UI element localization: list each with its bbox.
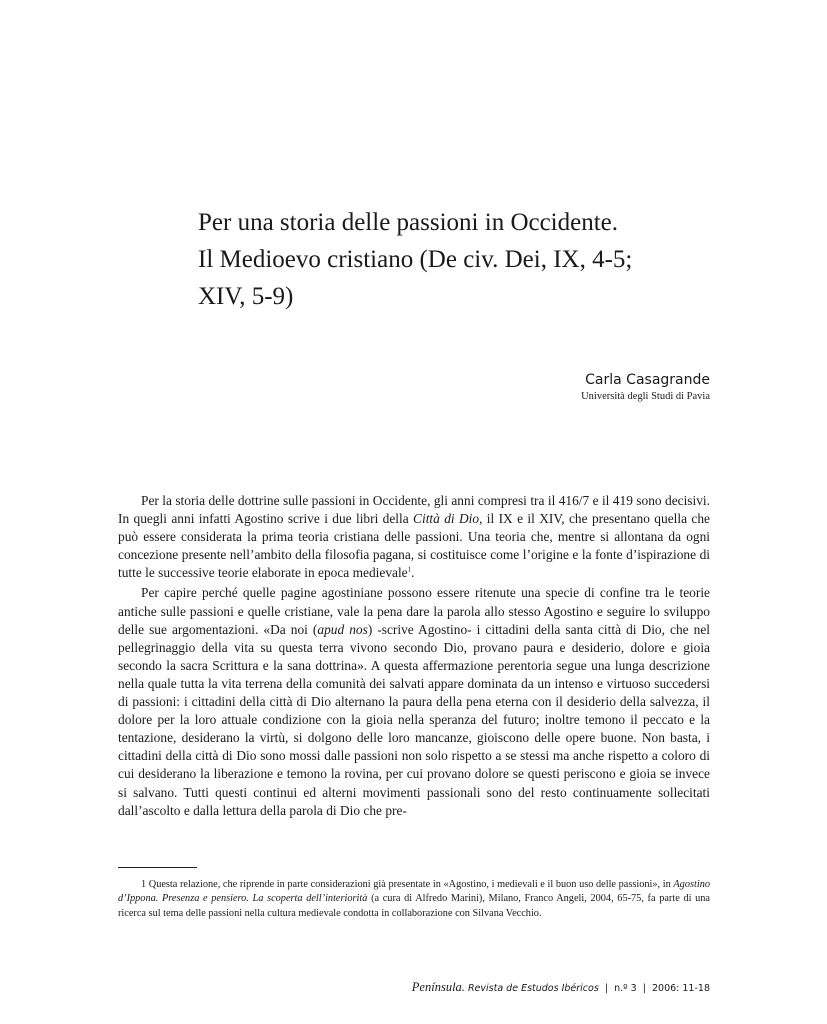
journal-issue: n.º 3	[614, 983, 637, 994]
title-line-2: Il Medioevo cristiano (De civ. Dei, IX, 4-5;	[198, 246, 633, 273]
paragraph-2-text-b: ) -scrive Agostino- i cittadini della santa città di Dio, che nel pellegrinaggio della vita su questa terra vivono secondo Dio, provano paura e desiderio, dolore e gioia secondo la sacra Scrittura e la sana dottrina». A questa affermazione perentoria segue una lunga descrizione nella quale tutta la vita terrena della comunità dei salvati appare dominata da un intenso e virtuoso succedersi di passioni: i cittadini della città di Dio alternano la paura della pena eterna con il desiderio della salvezza, il dolore per la loro attuale condizione con la gioia nella speranza del futuro; inoltre temono il peccato e la tentazione, desiderano la virtù, si dolgono delle loro mancanze, gioiscono delle opere buone. Non basta, i cittadini della città di Dio sono mossi dalle passioni non solo rispetto a se stessi ma anche rispetto a coloro di cui desiderano la liberazione e temono la rovina, per cui provano dolore se questi periscono e gioia se invece si salvano. Tutti questi continui ed alterni movimenti passionali sono del resto continuamente sollecitati dall’ascolto e dalla lettura della parola di Dio che pre-	[118, 621, 710, 818]
journal-pages: 2006: 11-18	[651, 983, 710, 994]
author-name: Carla Casagrande	[585, 372, 710, 388]
title-line-1: Per una storia delle passioni in Occidente.	[198, 209, 619, 236]
paragraph-1	[118, 492, 710, 582]
paragraph-1-text-a: Per la storia delle dottrine sulle passioni in Occidente, gli anni compresi tra il 416/7 e il 419 sono decisivi. In quegli anni infatti Agostino scrive i due libri della	[118, 493, 710, 527]
article-body	[118, 492, 710, 820]
paragraph-1-text-b: , il IX e il XIV, che presentano quella che può essere considerata la prima teoria cristiana delle passioni. Una teoria che, mentre si allontana da ogni concezione presente nell’ambito della filosofia pagana, si costituisce come l’origine e la fonte d’ispirazione di tutte le successive teorie elaborate in epoca medievale	[118, 511, 710, 581]
footnote-1-paragraph	[118, 878, 710, 921]
paragraph-2-italic: apud nos	[317, 621, 368, 637]
paragraph-2	[118, 584, 710, 819]
title-line-3: XIV, 5-9)	[198, 283, 294, 310]
journal-subtitle: Revista de Estudos Ibéricos	[467, 983, 599, 994]
footnote-italic: Agostino d’Ippona. Presenza e pensiero. La scoperta dell’interiorità	[118, 879, 710, 905]
footer-separator-2: |	[642, 983, 646, 994]
footnote-1	[118, 878, 710, 921]
footnote-ref-1[interactable]: 1	[407, 565, 412, 574]
journal-name: Península.	[411, 980, 465, 994]
paragraph-1-italic: Città di Dio	[413, 511, 480, 527]
paragraph-2-text-a: Per capire perché quelle pagine agostiniane possono essere ritenute una specie di confine tra le teorie antiche sulle passioni e quelle cristiane, vale la pena dare la parola allo stesso Agostino e seguire lo sviluppo delle sue argomentazioni. «Da noi (	[118, 585, 710, 637]
paragraph-1-end: .	[411, 565, 415, 581]
footnote-divider	[118, 867, 197, 868]
footnote-text-a: 1 Questa relazione, che riprende in parte considerazioni già presentate in «Agostino, i medievali e il buon uso delle passioni», in	[141, 879, 674, 890]
author-affiliation: Università degli Studi di Pavia	[581, 391, 710, 402]
footer-separator-1: |	[604, 983, 609, 994]
page-footer	[412, 980, 710, 995]
article-title	[198, 204, 738, 315]
footnote-text-b: (a cura di Alfredo Marini), Milano, Franco Angeli, 2004, 65-75, fa parte di una ricerca sul tema delle passioni nella cultura medievale condotta in collaborazione con Silvana Vecchio.	[118, 893, 710, 919]
